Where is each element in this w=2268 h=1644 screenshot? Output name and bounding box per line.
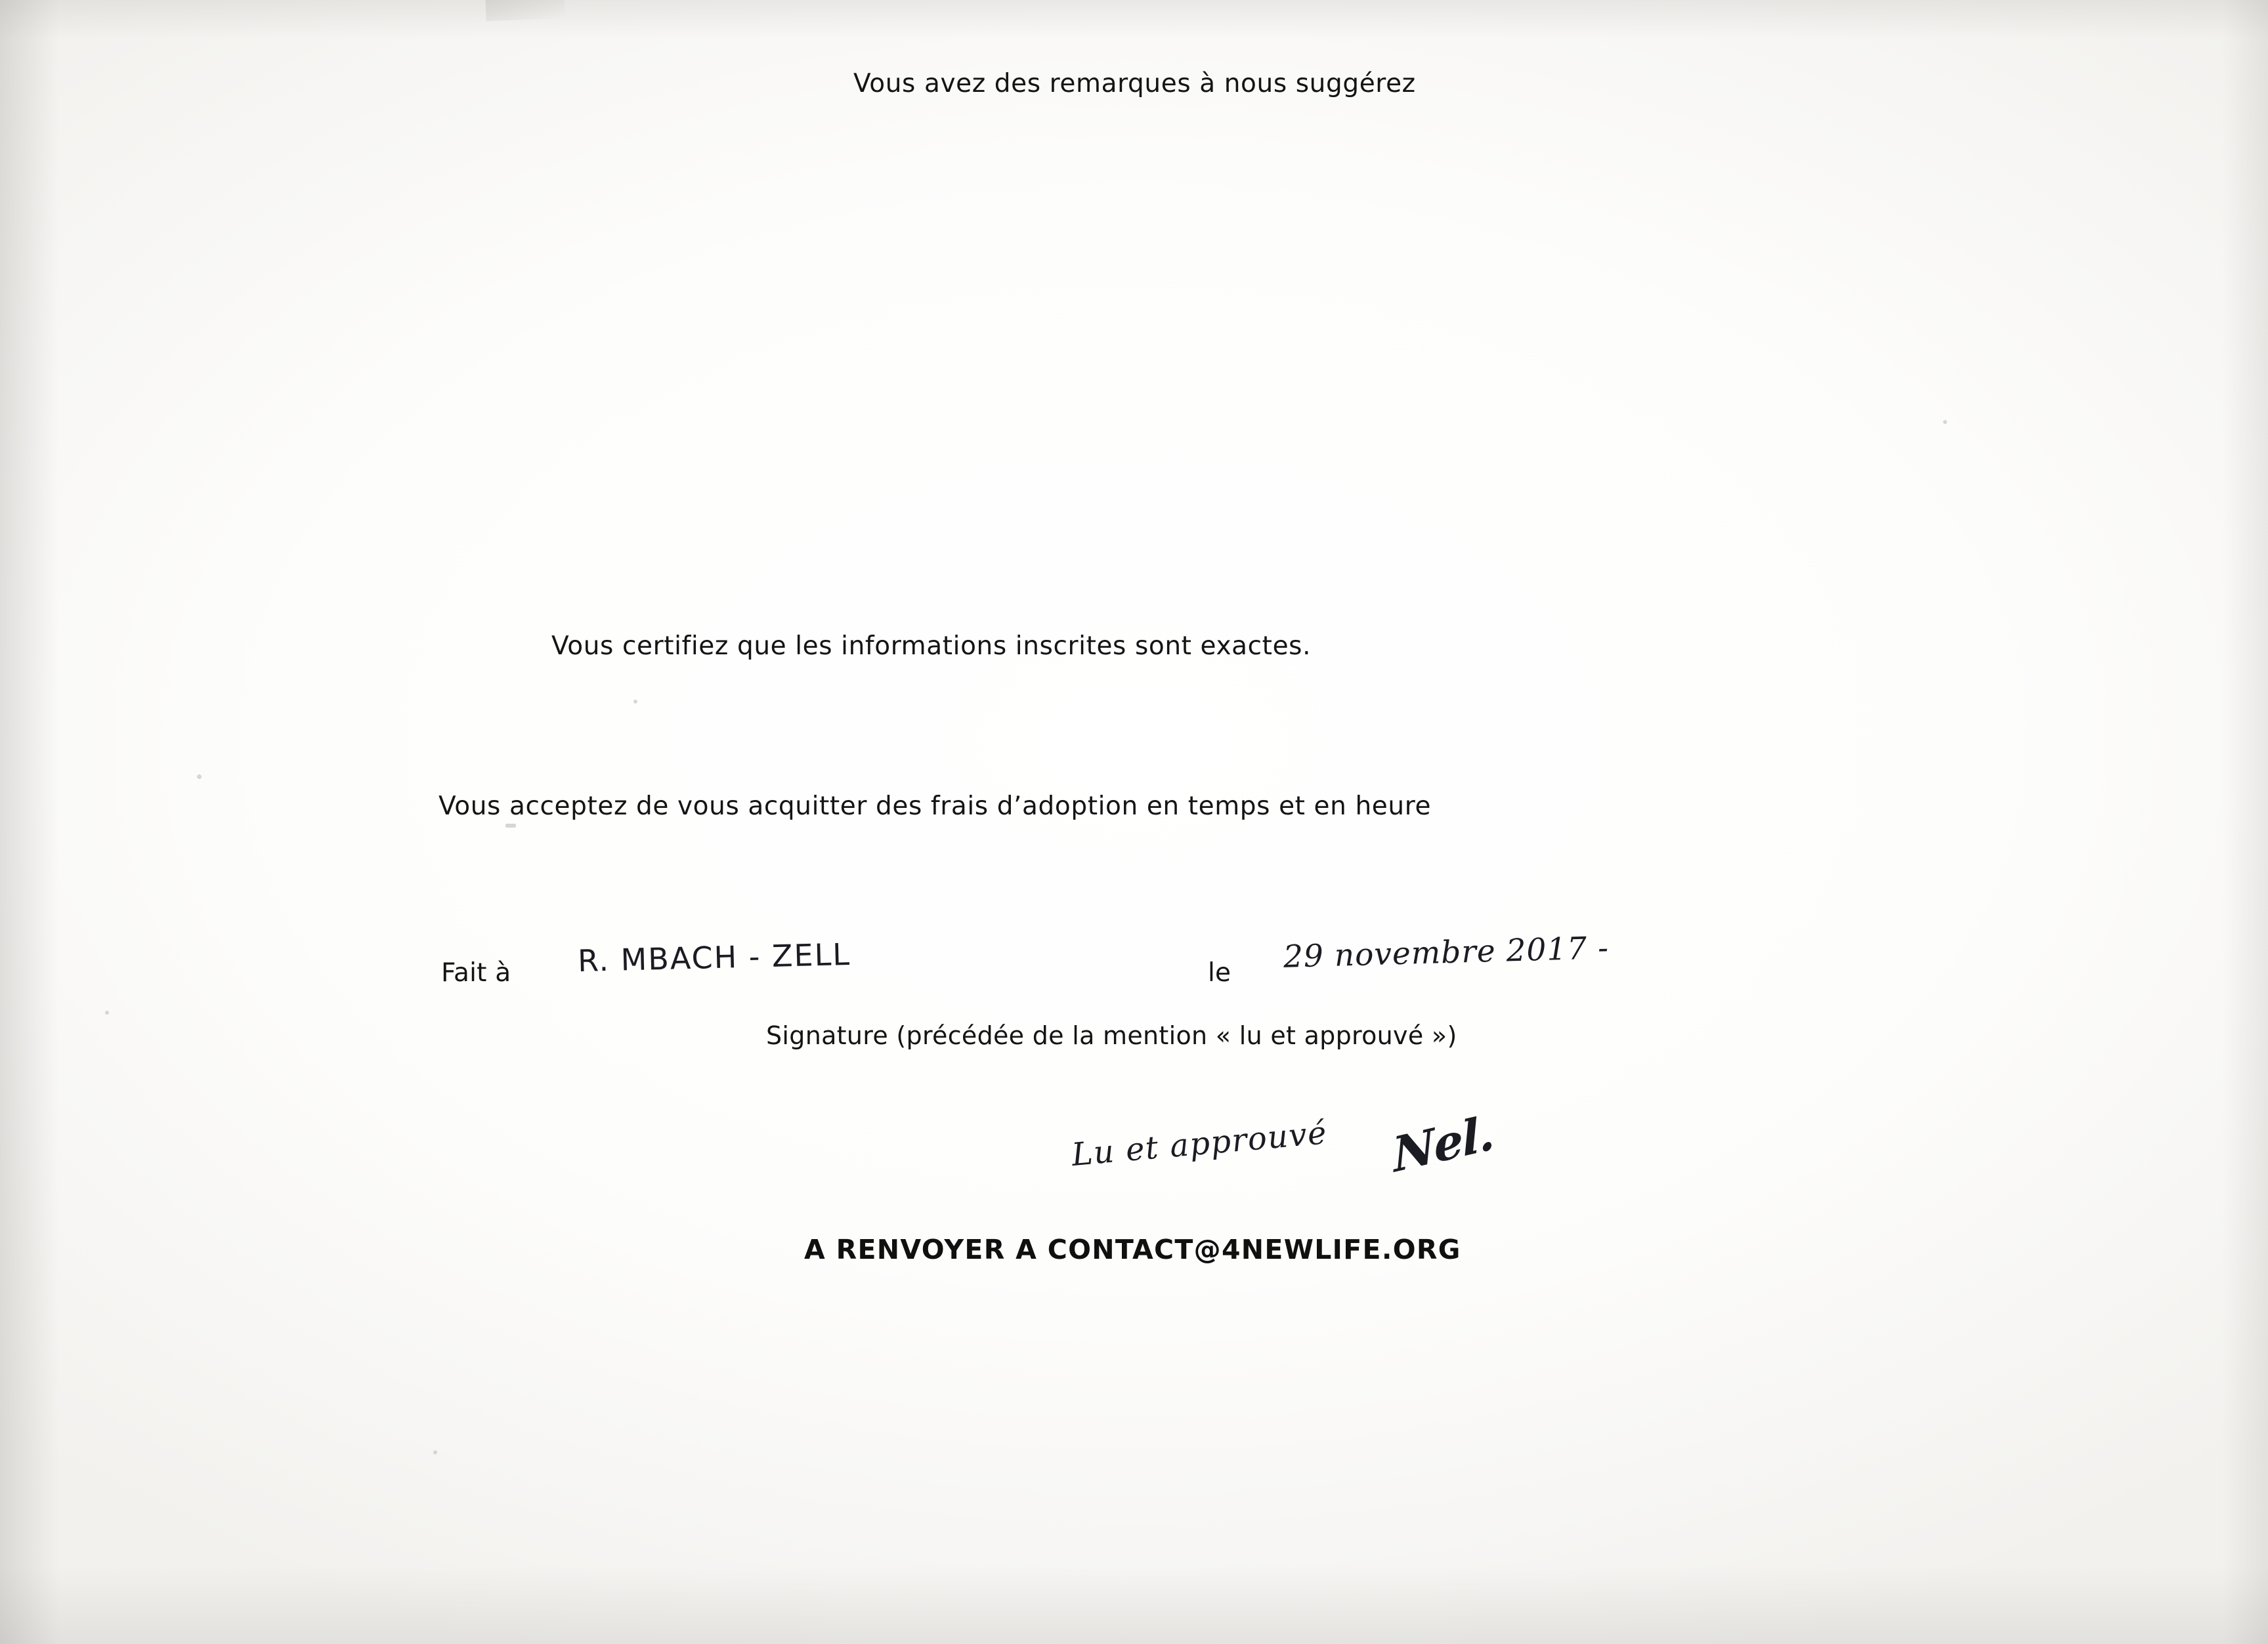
scan-speck	[633, 700, 637, 704]
paper-fold-mark	[485, 0, 565, 21]
label-signature-instruction: Signature (précédée de la mention « lu et approuvé »)	[766, 1021, 1457, 1050]
handwritten-place-value: R. MBACH - ZELL	[577, 936, 851, 979]
handwritten-signature: Nel.	[1390, 1104, 1495, 1183]
return-address-instruction: A RENVOYER A CONTACT@4NEWLIFE.ORG	[804, 1234, 1461, 1265]
handwritten-mention-lu-et-approuve: Lu et approuvé	[1070, 1114, 1329, 1173]
scan-speck	[433, 1450, 437, 1454]
scan-speck	[505, 824, 516, 828]
scan-shadow-right	[2222, 0, 2268, 1644]
scan-speck	[1943, 420, 1947, 424]
statement-certify-information: Vous certifiez que les informations inscrites sont exactes.	[551, 631, 1312, 661]
scan-shadow-top	[0, 0, 2268, 39]
scan-speck	[197, 774, 202, 779]
scan-shadow-left	[0, 0, 59, 1644]
handwritten-date-value: 29 novembre 2017 -	[1283, 930, 1610, 975]
label-fait-a: Fait à	[441, 958, 511, 988]
label-le: le	[1208, 958, 1231, 988]
scan-speck	[105, 1011, 109, 1015]
statement-accept-fees: Vous acceptez de vous acquitter des frais d’adoption en temps et en heure	[439, 791, 1432, 821]
scan-shadow-bottom	[0, 1565, 2268, 1644]
statement-remarks: Vous avez des remarques à nous suggérez	[853, 69, 1416, 98]
